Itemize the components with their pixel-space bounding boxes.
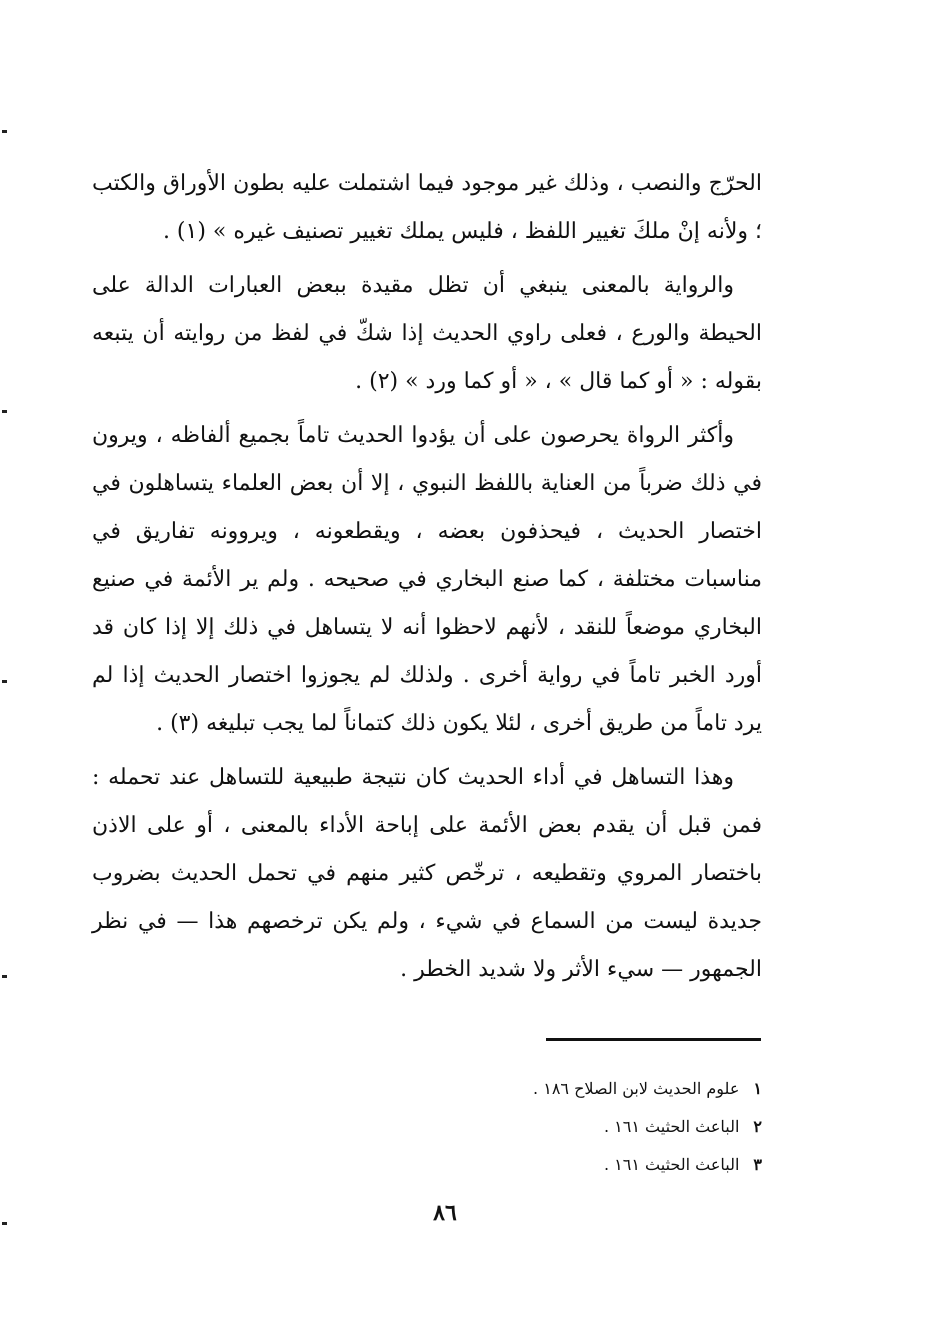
scan-edge-mark <box>2 680 7 683</box>
page-number: ٨٦ <box>433 1200 457 1226</box>
footnote-number: ٣ <box>753 1155 762 1174</box>
scan-edge-mark <box>2 1222 7 1225</box>
paragraph-2: والرواية بالمعنى ينبغي أن تظل مقيدة ببعض العبارات الدالة على الحيطة والورع ، فعلى راوي الحديث إذا شكّ في لفظ من روايته أن يتبعه بقوله : « أو كما قال » ، « أو كما ورد » (٢) . <box>92 273 762 394</box>
footnote-3 <box>400 1146 762 1184</box>
footnote-text: علوم الحديث لابن الصلاح ١٨٦ . <box>533 1079 740 1098</box>
footnote-text: الباعث الحثيث ١٦١ . <box>603 1155 740 1174</box>
footnote-text: الباعث الحثيث ١٦١ . <box>603 1117 740 1136</box>
scan-edge-mark <box>2 975 7 978</box>
paragraph-4: وهذا التساهل في أداء الحديث كان نتيجة طبيعية للتساهل عند تحمله : فمن قبل أن يقدم بعض الأئمة على إباحة الأداء بالمعنى ، أو على الاذن باختصار المروي وتقطيعه ، ترخّص كثير منهم في تحمل الحديث بضروب جديدة ليست من السماع في شيء ، ولم يكن ترخصهم هذا — في نظر الجمهور — سيء الأثر ولا شديد الخطر . <box>92 765 762 982</box>
scan-edge-mark <box>2 410 7 413</box>
footnotes <box>400 1070 762 1184</box>
scan-edge-mark <box>2 130 7 133</box>
footnote-number: ١ <box>753 1079 762 1098</box>
footnote-separator <box>546 1038 761 1041</box>
main-text <box>92 160 762 994</box>
footnote-1 <box>400 1070 762 1108</box>
footnote-number: ٢ <box>753 1117 762 1136</box>
footnote-2 <box>400 1108 762 1146</box>
paragraph-1: الحرّج والنصب ، وذلك غير موجود فيما اشتملت عليه بطون الأوراق والكتب ؛ ولأنه إنْ ملكَ تغيير اللفظ ، فليس يملك تغيير تصنيف غيره » (١) . <box>92 171 762 244</box>
paragraph-3: وأكثر الرواة يحرصون على أن يؤدوا الحديث تاماً بجميع ألفاظه ، ويرون في ذلك ضرباً من العناية باللفظ النبوي ، إلا أن بعض العلماء يتساهلون في اختصار الحديث ، فيحذفون بعضه ، ويقطعونه ، ويروونه تفاريق في مناسبات مختلفة ، كما صنع البخاري في صحيحه . ولم ير الأئمة في صنيع البخاري موضعاً للنقد ، لأنهم لاحظوا أنه لا يتساهل في ذلك إلا إذا كان قد أورد الخبر تاماً في رواية أخرى . ولذلك لم يجوزوا اختصار الحديث إذا لم يرد تاماً من طريق أخرى ، لئلا يكون ذلك كتماناً لما يجب تبليغه (٣) . <box>92 423 763 736</box>
